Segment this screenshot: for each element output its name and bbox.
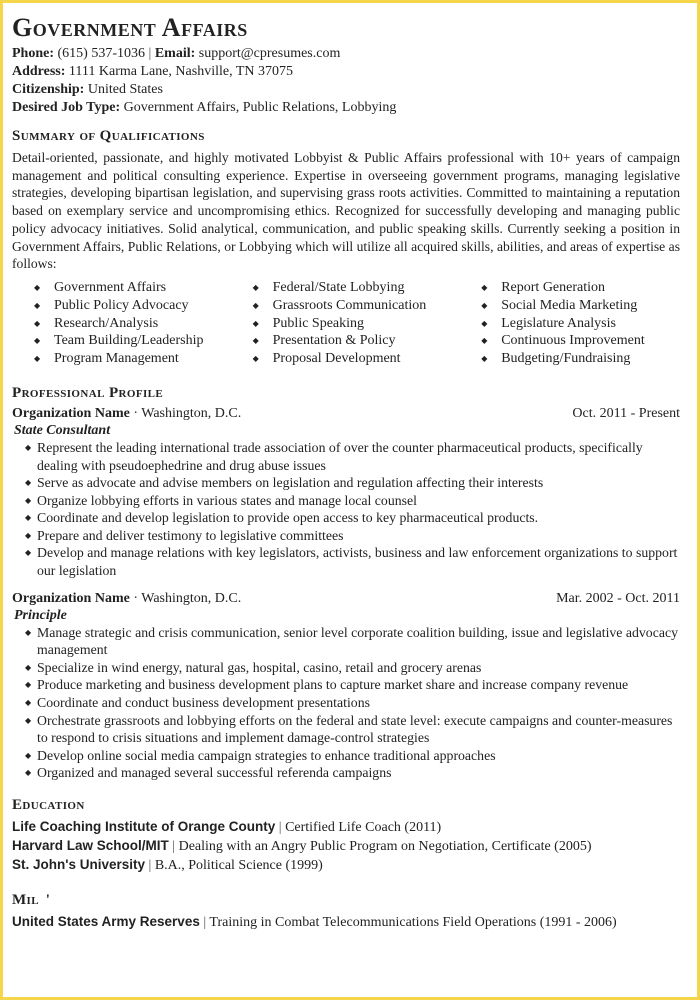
summary-text: Detail-oriented, passionate, and highly motivated Lobbyist & Public Affairs professional with 10+ years of campaign management and political consulting experience. Expertise in overseeing government programs, managing legislative strategies, developing bipartisan legislation, and supervising grass roots activities. Committed to maintaining a reputation based on exemplary service and uncompromising ethics. Recognized for successfully developing and managing public policy advocacy initiatives. Solid analytical, communication, and public speaking skills. Currently seeking a position in Government Affairs, Public Relations, or Lobbying which will utilize all acquired skills, abilities, and areas of expertise as follows: (12, 150, 680, 272)
contact-citizenship (12, 81, 680, 99)
skill-item: ◆ Proposal Development (253, 350, 482, 368)
separator: | (148, 858, 152, 873)
duty-item: ◆ Organized and managed several successful referenda campaigns (37, 764, 680, 782)
duty-item: ◆ Coordinate and develop legislation to provide open access to key pharmaceutical products. (37, 509, 680, 527)
duty-item: ◆ Produce marketing and business development plans to capture market share and increase company revenue (37, 676, 680, 694)
military-unit: United States Army Reserves (12, 914, 200, 929)
skills-column-1 (34, 279, 253, 368)
education-entry (12, 818, 680, 837)
citizenship-value: United States (87, 82, 163, 97)
skills-grid (34, 279, 680, 368)
job-role: Principle (14, 607, 67, 623)
skill-item: ◆ Program Management (34, 350, 253, 368)
contact-phone-email (12, 45, 680, 63)
job-duties (12, 624, 680, 782)
skill-item: ◆ Public Speaking (253, 315, 482, 333)
skill-item: ◆ Federal/State Lobbying (253, 279, 482, 297)
education-heading: Education (12, 797, 85, 813)
duty-item: ◆ Represent the leading international trade association of over the counter pharmaceutical products, specifically dealing with pseudoephedrine and drug abuse issues (37, 439, 680, 474)
address-value: 1111 Karma Lane, Nashville, TN 37075 (68, 64, 293, 79)
school-name: St. John's University (12, 857, 145, 872)
skill-item: ◆ Social Media Marketing (481, 297, 680, 315)
citizenship-label: Citizenship: (12, 82, 85, 97)
skill-item: ◆ Team Building/Leadership (34, 332, 253, 350)
job-header (12, 590, 680, 607)
duty-item: ◆ Develop online social media campaign strategies to enhance traditional approaches (37, 747, 680, 765)
job-dates: Mar. 2002 - Oct. 2011 (556, 590, 680, 606)
skills-column-3 (481, 279, 680, 368)
military-heading: Mil ' (12, 892, 51, 908)
school-name: Harvard Law School/MIT (12, 838, 169, 853)
job-org-location (12, 405, 241, 422)
job-entry (12, 590, 680, 782)
skill-item: ◆ Government Affairs (34, 279, 253, 297)
duty-item: ◆ Manage strategic and crisis communication, senior level corporate coalition building, issue and legislative advocacy management (37, 624, 680, 659)
duty-item: ◆ Develop and manage relations with key legislators, activists, business and law enforcement organizations to support our legislation (37, 544, 680, 579)
phone-label: Phone: (12, 46, 54, 61)
job-location: · Washington, D.C. (129, 405, 242, 421)
skills-column-2 (253, 279, 482, 368)
email-label: Email: (154, 46, 196, 61)
resume-content (12, 13, 680, 932)
duty-item: ◆ Organize lobbying efforts in various states and manage local counsel (37, 492, 680, 510)
skill-item: ◆ Report Generation (481, 279, 680, 297)
school-name: Life Coaching Institute of Orange County (12, 819, 276, 834)
contact-job-type (12, 99, 680, 117)
job-role: State Consultant (14, 422, 111, 438)
phone-value: (615) 537-1036 (57, 46, 145, 61)
duty-item: ◆ Orchestrate grassroots and lobbying efforts on the federal and state level: execute campaigns and counter-measures to respond to crisis situations and implement damage-control strategies (37, 712, 680, 747)
education-entry (12, 856, 680, 875)
duty-item: ◆ Coordinate and conduct business development presentations (37, 694, 680, 712)
job-dates: Oct. 2011 - Present (572, 405, 680, 421)
job-type-label: Desired Job Type: (12, 100, 121, 115)
education-list (12, 818, 680, 875)
job-org-location (12, 590, 241, 607)
summary-heading: Summary of Qualifications (12, 128, 205, 144)
school-detail: Dealing with an Angry Public Program on Negotiation, Certificate (2005) (178, 839, 592, 854)
job-entry (12, 405, 680, 580)
job-org: Organization Name (12, 590, 130, 606)
contact-address (12, 63, 680, 81)
address-label: Address: (12, 64, 66, 79)
duty-item: ◆ Specialize in wind energy, natural gas, hospital, casino, retail and grocery arenas (37, 659, 680, 677)
skill-item: ◆ Research/Analysis (34, 315, 253, 333)
separator: | (278, 820, 282, 835)
duty-item: ◆ Serve as advocate and advise members on legislation and regulation affecting their interests (37, 474, 680, 492)
military-list (12, 913, 680, 932)
skill-item: ◆ Continuous Improvement (481, 332, 680, 350)
job-type-value: Government Affairs, Public Relations, Lobbying (123, 100, 397, 115)
skill-item: ◆ Public Policy Advocacy (34, 297, 253, 315)
skill-item: ◆ Legislature Analysis (481, 315, 680, 333)
email-value: support@cpresumes.com (198, 46, 341, 61)
job-org: Organization Name (12, 405, 130, 421)
education-entry (12, 837, 680, 856)
school-detail: B.A., Political Science (1999) (154, 858, 323, 873)
separator: | (148, 46, 152, 61)
skill-item: ◆ Grassroots Communication (253, 297, 482, 315)
resume-name: Government Affairs (12, 13, 248, 42)
job-header (12, 405, 680, 422)
duty-item: ◆ Prepare and deliver testimony to legislative committees (37, 527, 680, 545)
job-location: · Washington, D.C. (129, 590, 242, 606)
skill-item: ◆ Presentation & Policy (253, 332, 482, 350)
military-entry (12, 913, 680, 932)
separator: | (172, 839, 176, 854)
job-duties (12, 439, 680, 580)
separator: | (203, 915, 207, 930)
resume-page (3, 3, 697, 997)
profile-heading: Professional Profile (12, 384, 164, 401)
school-detail: Certified Life Coach (2011) (285, 820, 442, 835)
skill-item: ◆ Budgeting/Fundraising (481, 350, 680, 368)
military-detail: Training in Combat Telecommunications Field Operations (1991 - 2006) (209, 915, 617, 930)
